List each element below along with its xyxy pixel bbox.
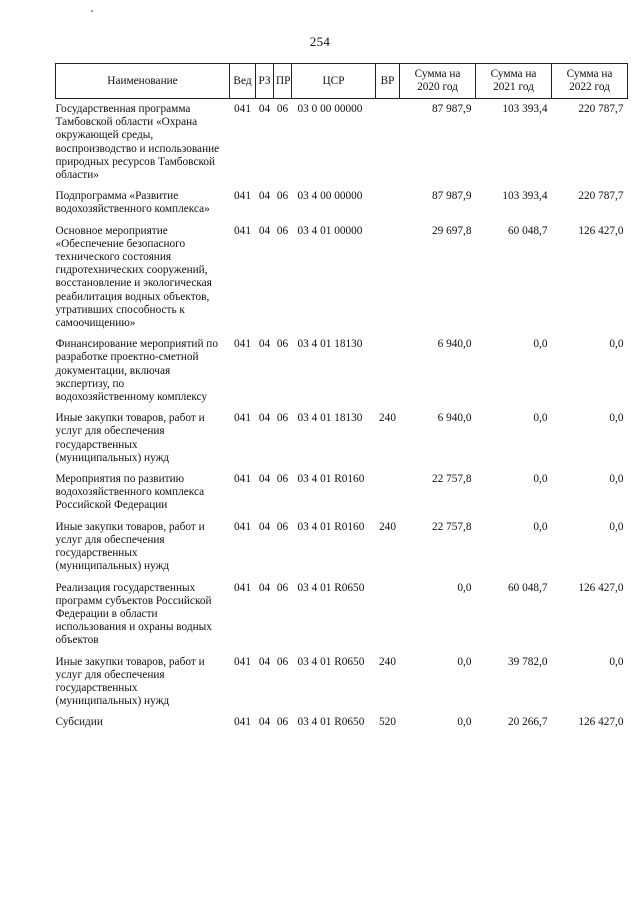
row-rz: 04 [258, 338, 271, 351]
table-row [56, 582, 628, 656]
row-name: Финансирование мероприятий по разработке проектно-сметной документации, включая экспертизу, по водохозяйственному комплексу [55, 338, 219, 404]
row-vr [376, 225, 400, 339]
row-vr [376, 99, 400, 191]
row-name: Субсидии [55, 716, 103, 729]
table-row [56, 338, 628, 412]
row-sum-2021: 60 048,7 [507, 581, 548, 594]
row-ved: 041 [234, 190, 251, 203]
table-row [56, 225, 628, 339]
row-ved: 041 [234, 338, 251, 351]
row-sum-2021: 0,0 [533, 473, 548, 486]
row-rz: 04 [258, 190, 271, 203]
table-row [56, 412, 628, 473]
row-ved: 041 [234, 581, 251, 594]
row-pr: 06 [276, 412, 289, 425]
row-pr: 06 [276, 473, 289, 486]
row-sum-2021: 39 782,0 [507, 655, 548, 668]
row-name: Основное мероприятие «Обеспечение безопасного технического состояния гидротехнических сооружений, восстановление и экологическая реабилитация водных объектов, утративших способность к самоочищению» [55, 224, 212, 330]
row-csr: 03 4 01 18130 [297, 412, 363, 425]
row-csr: 03 4 01 18130 [297, 338, 363, 351]
row-name: Подпрограмма «Развитие водохозяйственного комплекса» [55, 190, 210, 216]
table-body [56, 99, 628, 738]
row-sum-2020: 6 940,0 [437, 412, 472, 425]
row-sum-2022: 126 427,0 [578, 581, 624, 594]
header-vr: ВР [376, 64, 400, 99]
row-csr: 03 4 01 R0650 [297, 581, 365, 594]
row-pr: 06 [276, 190, 289, 203]
row-ved: 041 [234, 655, 251, 668]
row-sum-2020: 22 757,8 [431, 520, 472, 533]
header-name: Наименование [56, 64, 230, 99]
header-sum-2022: Сумма на 2022 год [552, 64, 628, 99]
table-row [56, 656, 628, 717]
header-rz: РЗ [256, 64, 274, 99]
row-pr: 06 [276, 581, 289, 594]
row-csr: 03 4 01 00000 [297, 224, 363, 237]
row-ved: 041 [234, 473, 251, 486]
row-name: Государственная программа Тамбовской области «Охрана окружающей среды, воспроизводство и использование природных ресурсов Тамбовской области» [55, 103, 220, 182]
row-rz: 04 [258, 473, 271, 486]
row-rz: 04 [258, 412, 271, 425]
table-row [56, 99, 628, 191]
header-sum-2020: Сумма на 2020 год [400, 64, 476, 99]
row-pr: 06 [276, 655, 289, 668]
row-vr [376, 582, 400, 656]
row-sum-2021: 103 393,4 [502, 190, 548, 203]
row-rz: 04 [258, 520, 271, 533]
row-csr: 03 4 00 00000 [297, 190, 363, 203]
row-sum-2021: 0,0 [533, 520, 548, 533]
row-vr: 240 [379, 412, 396, 425]
scan-speck [91, 10, 93, 12]
row-csr: 03 4 01 R0160 [297, 520, 365, 533]
row-ved: 041 [234, 716, 251, 729]
row-name: Иные закупки товаров, работ и услуг для обеспечения государственных (муниципальных) нужд [55, 412, 205, 464]
row-pr: 06 [276, 338, 289, 351]
row-sum-2020: 0,0 [457, 581, 472, 594]
row-name: Иные закупки товаров, работ и услуг для обеспечения государственных (муниципальных) нужд [55, 655, 205, 708]
row-ved: 041 [234, 103, 251, 115]
page-number: 254 [309, 34, 331, 49]
row-sum-2022: 0,0 [609, 338, 624, 351]
table-row [56, 190, 628, 224]
row-sum-2021: 103 393,4 [502, 103, 548, 115]
row-pr: 06 [276, 103, 289, 115]
row-sum-2022: 220 787,7 [578, 190, 624, 203]
row-sum-2022: 126 427,0 [578, 224, 624, 237]
row-sum-2020: 6 940,0 [437, 338, 472, 351]
row-vr: 520 [379, 716, 396, 729]
row-sum-2021: 0,0 [533, 338, 548, 351]
row-rz: 04 [258, 581, 271, 594]
row-rz: 04 [258, 103, 271, 115]
row-sum-2020: 0,0 [457, 716, 472, 729]
table-row [56, 473, 628, 521]
header-csr: ЦСР [292, 64, 376, 99]
row-sum-2020: 29 697,8 [431, 224, 472, 237]
row-rz: 04 [258, 716, 271, 729]
row-csr: 03 4 01 R0650 [297, 716, 365, 729]
row-sum-2022: 0,0 [609, 473, 624, 486]
row-sum-2022: 0,0 [609, 520, 624, 533]
header-pr: ПР [274, 64, 292, 99]
header-sum-2021: Сумма на 2021 год [476, 64, 552, 99]
row-sum-2022: 126 427,0 [578, 716, 624, 729]
row-name: Реализация государственных программ субъектов Российской Федерации в области использования и охраны водных объектов [55, 581, 212, 647]
row-csr: 03 4 01 R0160 [297, 473, 365, 486]
row-sum-2020: 87 987,9 [431, 190, 472, 203]
row-vr: 240 [379, 520, 396, 533]
header-ved: Вед [230, 64, 256, 99]
row-sum-2022: 220 787,7 [578, 103, 624, 115]
row-sum-2022: 0,0 [609, 655, 624, 668]
row-sum-2021: 0,0 [533, 412, 548, 425]
row-ved: 041 [234, 520, 251, 533]
row-vr [376, 473, 400, 521]
row-pr: 06 [276, 224, 289, 237]
row-name: Иные закупки товаров, работ и услуг для обеспечения государственных (муниципальных) нужд [55, 520, 205, 573]
row-sum-2020: 87 987,9 [431, 103, 472, 115]
table-row [56, 521, 628, 582]
budget-table [55, 63, 628, 738]
row-pr: 06 [276, 520, 289, 533]
row-ved: 041 [234, 224, 251, 237]
row-vr [376, 190, 400, 224]
table-row [56, 716, 628, 737]
row-csr: 03 4 01 R0650 [297, 655, 365, 668]
row-vr: 240 [379, 655, 396, 668]
row-name: Мероприятия по развитию водохозяйственного комплекса Российской Федерации [55, 473, 205, 512]
row-sum-2021: 60 048,7 [507, 224, 548, 237]
row-sum-2020: 0,0 [457, 655, 472, 668]
row-csr: 03 0 00 00000 [297, 103, 363, 115]
row-pr: 06 [276, 716, 289, 729]
table-header [56, 64, 628, 99]
row-vr [376, 338, 400, 412]
row-sum-2020: 22 757,8 [431, 473, 472, 486]
row-rz: 04 [258, 655, 271, 668]
row-sum-2021: 20 266,7 [507, 716, 548, 729]
row-ved: 041 [234, 412, 251, 425]
row-rz: 04 [258, 224, 271, 237]
row-sum-2022: 0,0 [609, 412, 624, 425]
